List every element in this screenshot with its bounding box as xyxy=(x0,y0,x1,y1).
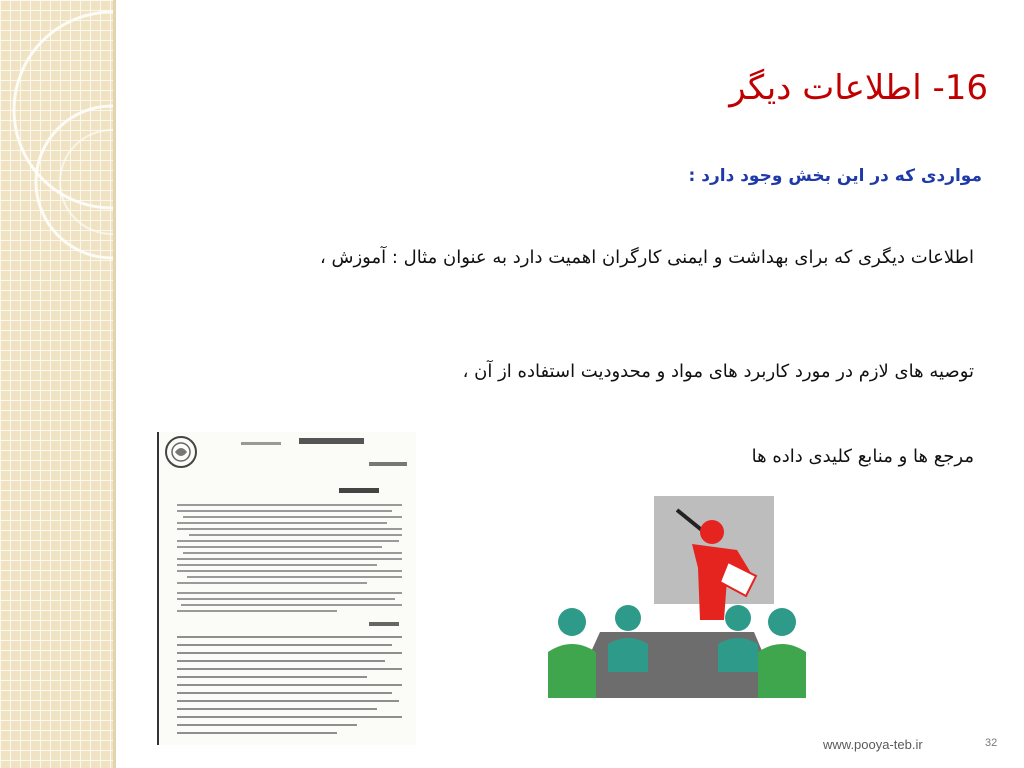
decorative-circles xyxy=(0,0,113,300)
slide-title: 16- اطلاعات دیگر xyxy=(729,68,988,108)
slide-number: 32 xyxy=(985,737,998,749)
slide-subtitle: مواردی که در این بخش وجود دارد : xyxy=(688,166,982,186)
paragraph-training: اطلاعات دیگری که برای بهداشت و ایمنی کارگران اهمیت دارد به عنوان مثال : آموزش ، xyxy=(319,247,974,268)
document-scan-image xyxy=(157,432,416,745)
footer-url: www.pooya-teb.ir xyxy=(823,737,923,752)
paragraph-references: مرجع ها و منابع کلیدی داده ها xyxy=(751,446,974,467)
decorative-sidebar xyxy=(0,0,113,768)
presentation-meeting-clipart xyxy=(542,492,812,710)
paragraph-recommendations: توصیه های لازم در مورد کاربرد های مواد و محدودیت استفاده از آن ، xyxy=(462,361,974,382)
sidebar-divider xyxy=(113,0,116,768)
